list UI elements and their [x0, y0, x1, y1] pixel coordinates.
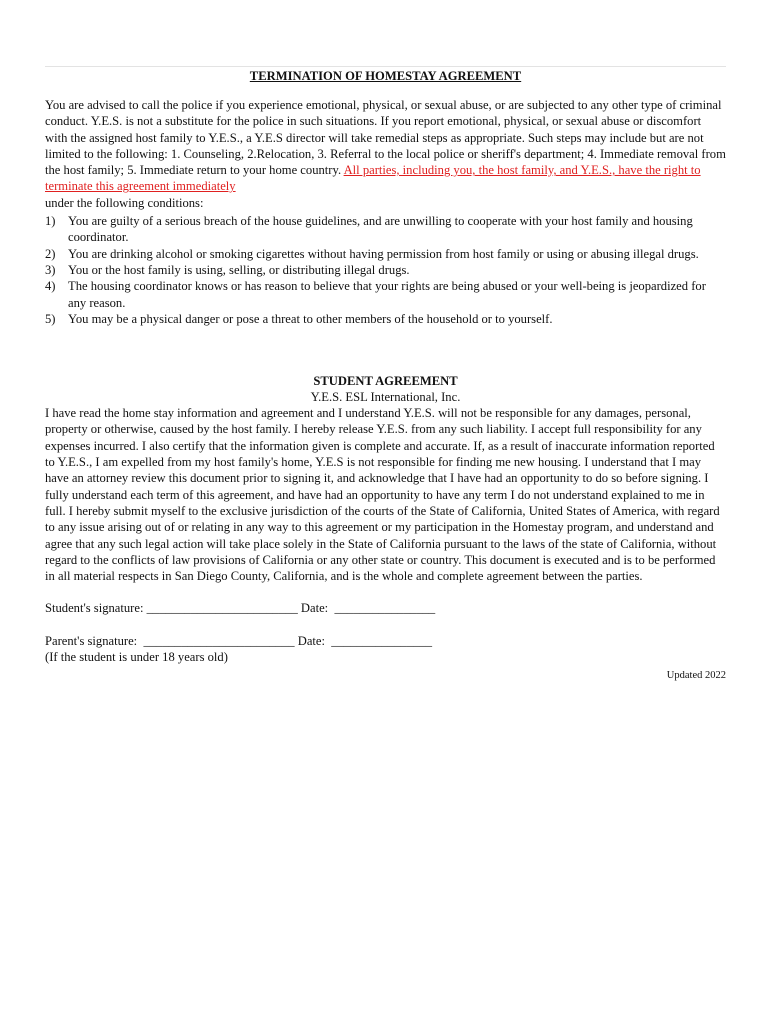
conditions-list: [45, 213, 726, 327]
list-item: [45, 246, 726, 262]
student-agreement-heading: STUDENT AGREEMENT: [313, 374, 458, 389]
condition-number: 5): [45, 311, 56, 326]
condition-number: 4): [45, 279, 56, 294]
student-agreement-section: [45, 373, 726, 584]
student-agreement-body: I have read the home stay information and agreement and I understand Y.E.S. will not be responsible for any damages, personal, property or otherwise, caused by the host family. I hereby release Y.E.S. from any such liability. I accept full responsibility for any expenses incurred. I also certify that the information given is complete and accurate. If, as a result of inaccurate information reported to Y.E.S., I am expelled from my host family's home, Y.E.S is not responsible for finding me new housing. I understand that I may have an attorney review this document prior to signing it, and acknowledge that I have had an opportunity to do so before signing. I fully understand each term of this agreement, and have had an opportunity to have any term I do not understand explained to me in full. I hereby submit myself to the exclusive jurisdiction of the courts of the State of California, United States of America, with regard to any issue arising out of or relating in any way to this agreement or my participation in the Homestay program, and understand and agree that any such legal action will take place solely in the State of California pursuant to the laws of the state of California, without regard to the conflicts of law provisions of California or any other state or country. This document is executed and is to be performed in all material respects in San Diego County, California, and is the whole and complete agreement between the parties.: [45, 406, 720, 584]
student-signature-line: Student's signature: ________________________ Date: ________________: [45, 601, 436, 616]
termination-intro-end: under the following conditions:: [45, 195, 204, 210]
list-item: [45, 278, 726, 311]
list-item: [45, 213, 726, 246]
parent-signature-note: (If the student is under 18 years old): [45, 650, 228, 665]
condition-number: 3): [45, 262, 56, 277]
list-item: [45, 311, 726, 327]
condition-text: The housing coordinator knows or has reason to believe that your rights are being abused or your well-being is jeopardized for any reason.: [68, 279, 706, 310]
list-item: [45, 262, 726, 278]
document-page: [45, 66, 726, 683]
termination-highlight: All parties, including you, the host family, and Y.E.S., have the right to terminate this agreement immediately: [45, 163, 701, 194]
parent-signature-line: Parent's signature: ________________________ Date: ________________: [45, 633, 433, 648]
termination-intro: [45, 97, 726, 211]
condition-text: You may be a physical danger or pose a threat to other members of the household or to yourself.: [68, 311, 553, 326]
termination-intro-text: You are advised to call the police if you experience emotional, physical, or sexual abuse, or are subjected to any other type of criminal conduct. Y.E.S. is not a substitute for the police in such situations. If you report emotional, physical, or sexual abuse or discomfort with the assigned host family to Y.E.S., a Y.E.S director will take remedial steps as appropriate. Such steps may include but are not limited to the following: 1. Counseling, 2.Relocation, 3. Referral to the local police or sheriff's department; 4. Immediate removal from the host family; 5. Immediate return to your home country.: [45, 98, 726, 178]
termination-title: TERMINATION OF HOMESTAY AGREEMENT: [249, 69, 522, 83]
updated-label: Updated 2022: [666, 670, 726, 682]
condition-text: You are drinking alcohol or smoking cigarettes without having permission from host family or using or abusing illegal drugs.: [68, 246, 699, 261]
condition-text: You or the host family is using, selling, or distributing illegal drugs.: [68, 262, 410, 277]
condition-number: 2): [45, 246, 56, 261]
condition-text: You are guilty of a serious breach of the house guidelines, and are unwilling to cooperate with your host family and housing coordinator.: [68, 214, 693, 245]
company-name: Y.E.S. ESL International, Inc.: [310, 390, 461, 405]
condition-number: 1): [45, 214, 56, 229]
